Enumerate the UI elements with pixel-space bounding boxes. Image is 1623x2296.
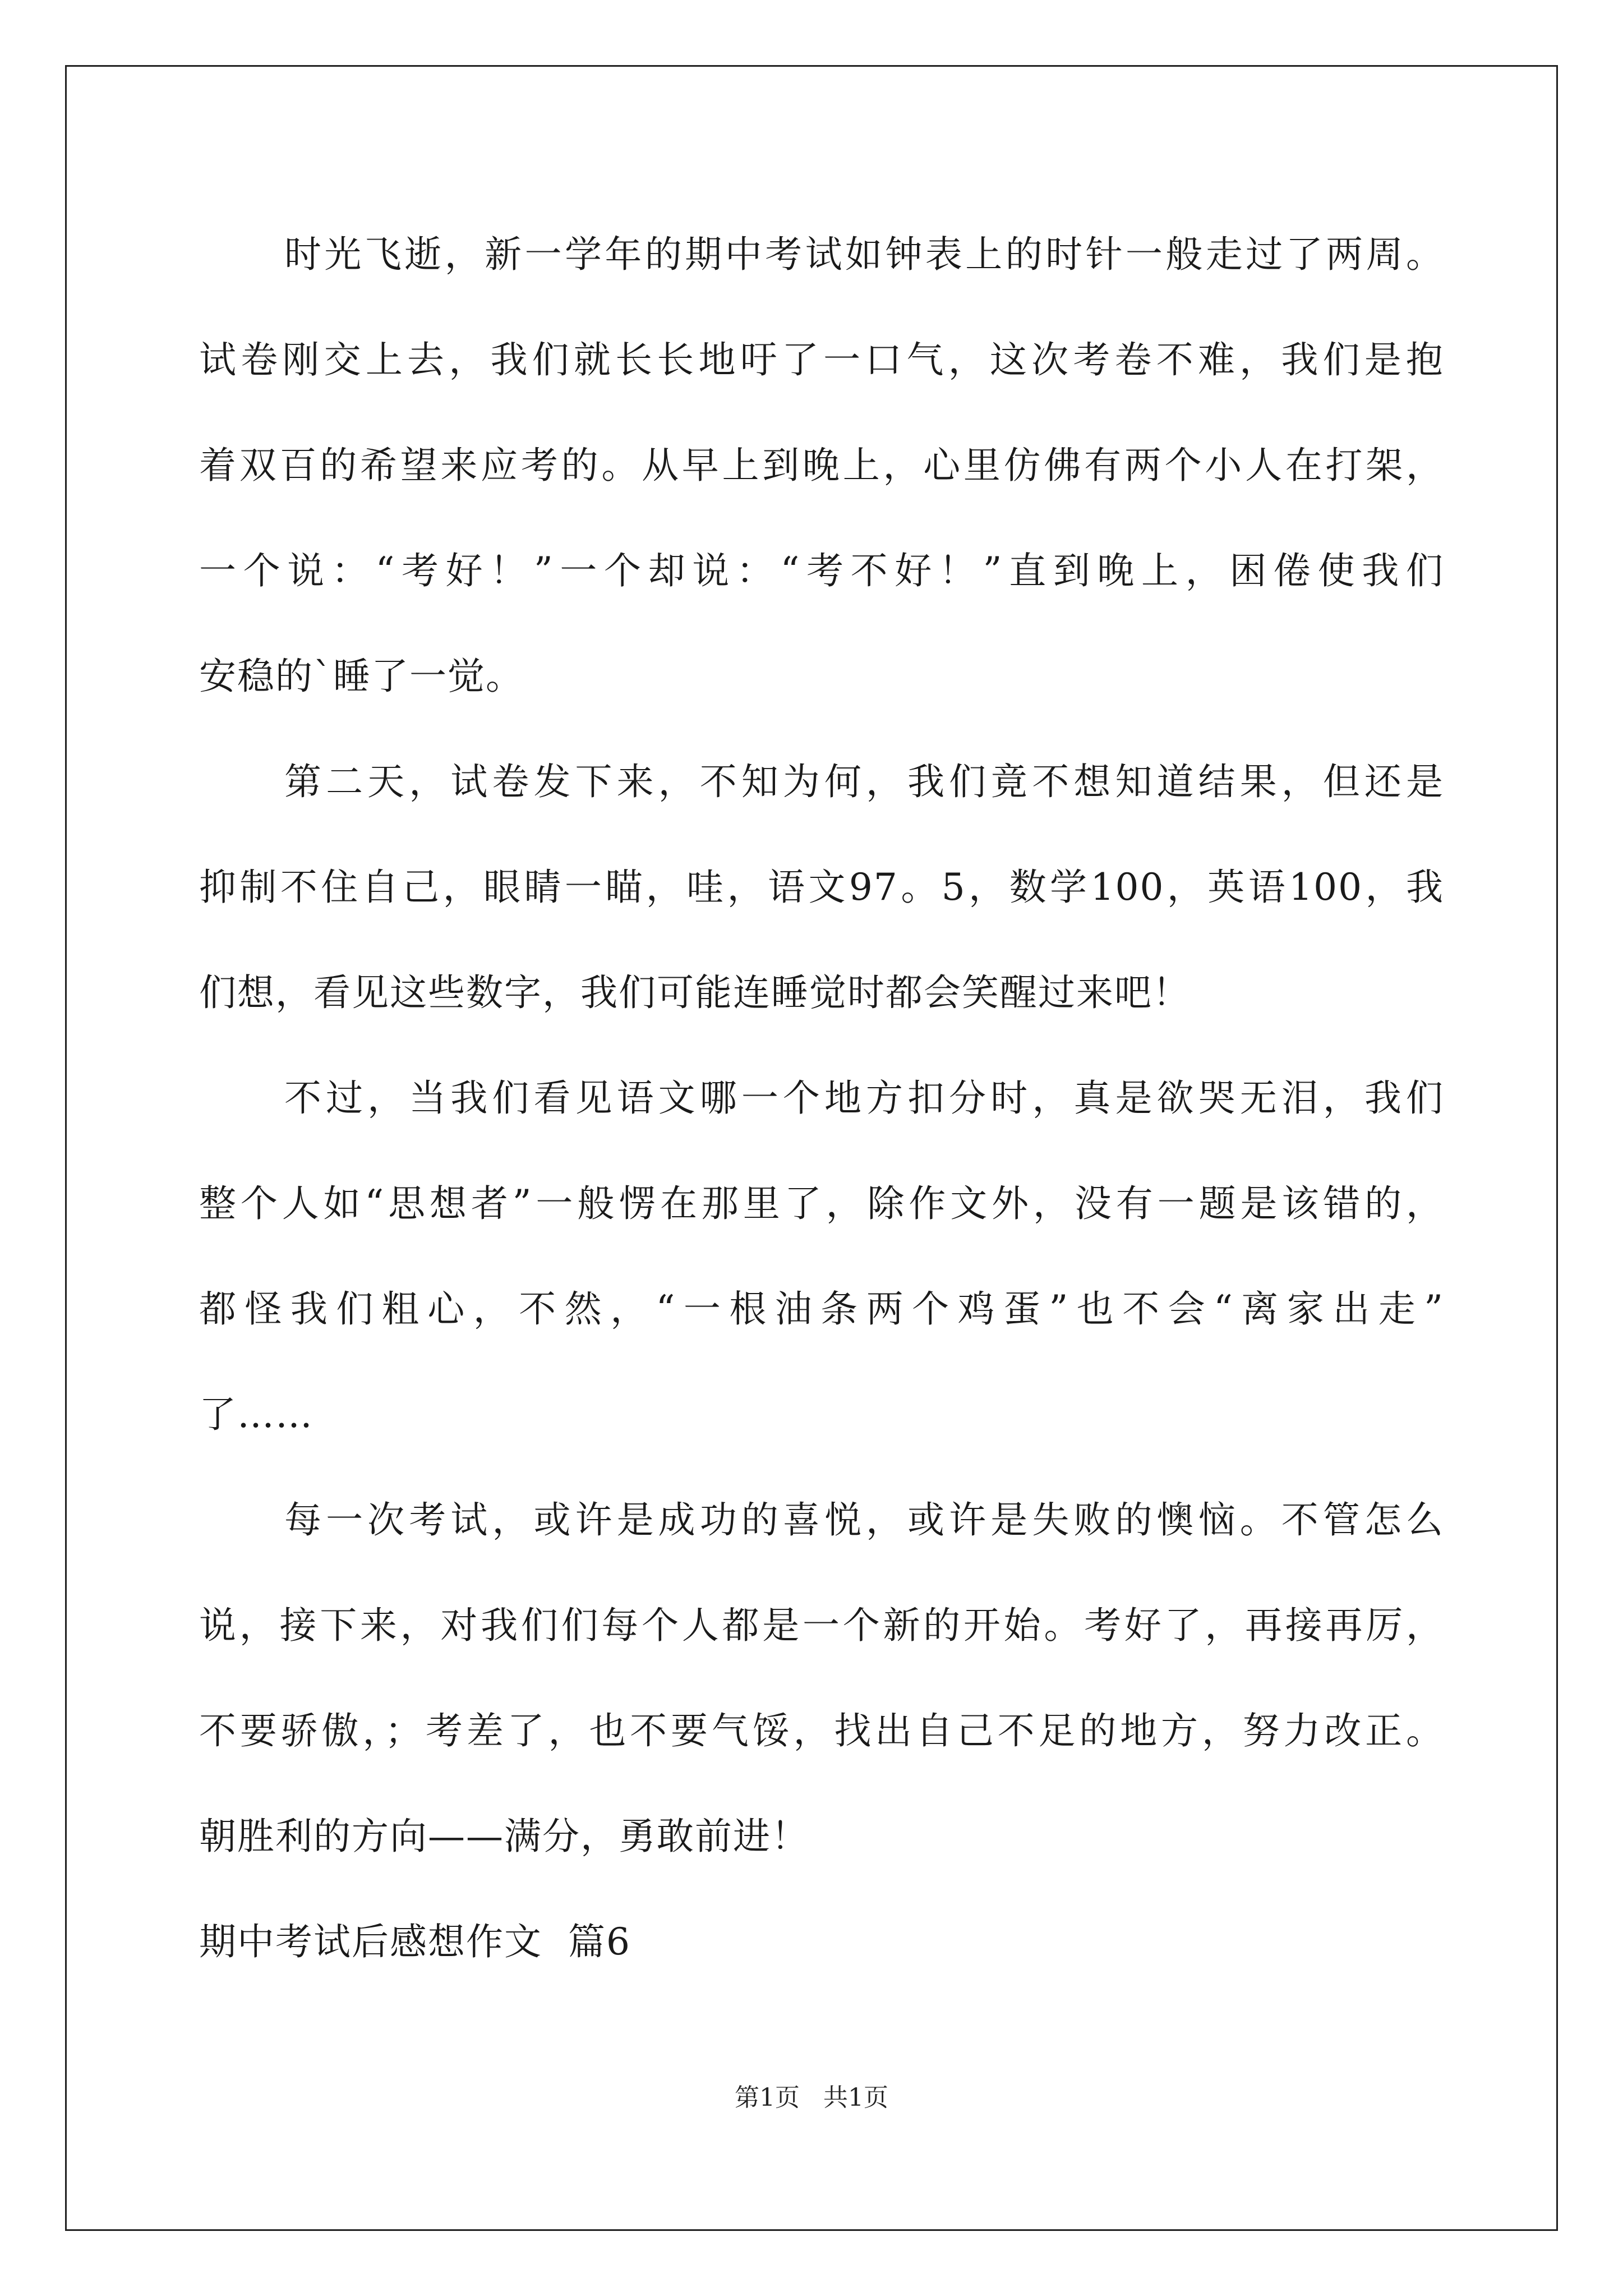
paragraph-4-line-1: 每一次考试，或许是成功的喜悦，或许是失败的懊恼。不管怎么 bbox=[284, 1498, 1444, 1542]
paragraph-4-line-2: 说，接下来，对我们们每个人都是一个新的开始。考好了，再接再厉， bbox=[199, 1604, 1444, 1647]
page-footer bbox=[0, 2081, 1623, 2115]
page-number-label: 第1页 共1页 bbox=[735, 2083, 888, 2112]
paragraph-4-line-4: 朝胜利的方向——满分，勇敢前进！ bbox=[199, 1815, 809, 1858]
paragraph-2-line-2: 抑制不住自己，眼睛一瞄，哇，语文97。5，数学100，英语100，我 bbox=[199, 866, 1444, 909]
paragraph-3-line-4: 了…… bbox=[199, 1393, 313, 1436]
paragraph-3-line-3: 都怪我们粗心，不然，“一根油条两个鸡蛋”也不会“离家出走” bbox=[199, 1287, 1444, 1331]
paragraph-1-line-5: 安稳的`睡了一觉。 bbox=[199, 655, 524, 698]
paragraph-1-line-3: 着双百的希望来应考的。从早上到晚上，心里仿佛有两个小人在打架， bbox=[199, 444, 1444, 487]
paragraph-1-line-2: 试卷刚交上去，我们就长长地吁了一口气，这次考卷不难，我们是抱 bbox=[199, 338, 1444, 381]
paragraph-1-line-4: 一个说：“考好！”一个却说：“考不好！”直到晚上，困倦使我们 bbox=[199, 549, 1444, 592]
paragraph-2-line-1: 第二天，试卷发下来，不知为何，我们竟不想知道结果，但还是 bbox=[284, 760, 1444, 803]
section-heading: 期中考试后感想作文 篇6 bbox=[199, 1920, 631, 1963]
paragraph-3-line-1: 不过，当我们看见语文哪一个地方扣分时，真是欲哭无泪，我们 bbox=[284, 1076, 1444, 1120]
document-body bbox=[199, 202, 1444, 1995]
paragraph-3-line-2: 整个人如“思想者”一般愣在那里了，除作文外，没有一题是该错的， bbox=[199, 1182, 1444, 1225]
paragraph-4-line-3: 不要骄傲，；考差了，也不要气馁，找出自己不足的地方，努力改正。 bbox=[199, 1709, 1444, 1752]
paragraph-2-line-3: 们想，看见这些数字，我们可能连睡觉时都会笑醒过来吧！ bbox=[199, 971, 1191, 1014]
paragraph-1-line-1: 时光飞逝，新一学年的期中考试如钟表上的时针一般走过了两周。 bbox=[284, 233, 1444, 276]
